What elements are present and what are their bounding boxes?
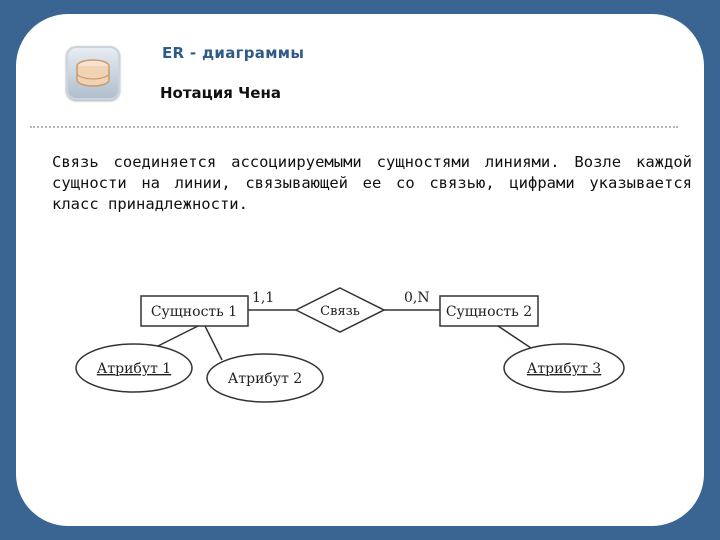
- attribute-1-label: Атрибут 1: [96, 361, 172, 377]
- cardinality-1-label: 1,1: [252, 290, 275, 306]
- connector-line-attribute1: [158, 326, 198, 346]
- entity-1-label: Сущность 1: [150, 304, 238, 320]
- page-title: ER - диаграммы: [162, 44, 305, 62]
- page-subtitle: Нотация Чена: [160, 84, 281, 102]
- connector-line-attribute3: [498, 326, 534, 350]
- entity-2-label: Сущность 2: [445, 304, 533, 320]
- connector-line-attribute2: [205, 326, 222, 360]
- relationship-label: Связь: [320, 304, 360, 319]
- cardinality-2-label: 0,N: [404, 290, 430, 306]
- attribute-3-label: Атрибут 3: [526, 361, 602, 377]
- description-paragraph: Связь соединяется ассоциируемыми сущностями линиями. Возле каждой сущности на линии, связывающей ее со связью, цифрами указывается класс принадлежности.: [52, 153, 692, 213]
- attribute-2-label: Атрибут 2: [227, 371, 303, 387]
